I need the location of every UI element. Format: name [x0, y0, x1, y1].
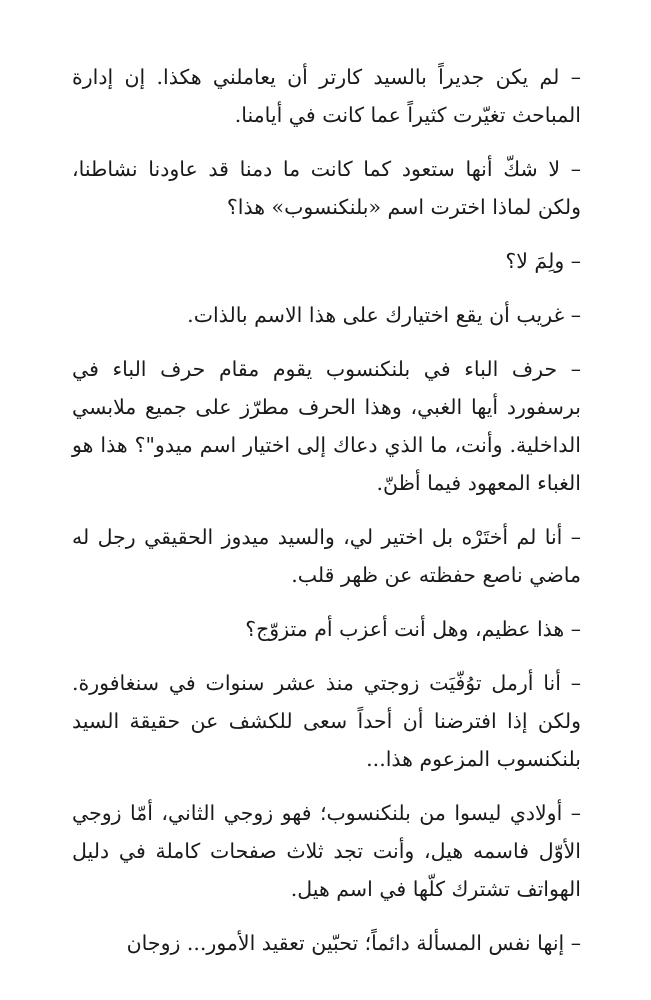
dialogue-paragraph: – حرف الباء في بلنكنسوب يقوم مقام حرف الباء في برسفورد أيها الغبي، وهذا الحرف مطرّز على جميع ملابسي الداخلية. وأنت، ما الذي دعاك إلى اختيار اسم ميدو"؟ هذا هو الغباء المعهود فيما أظنّ.	[72, 357, 581, 495]
dialogue-paragraph: – أنا أرمل توُفّيَت زوجتي منذ عشر سنوات في سنغافورة. ولكن إذا افترضنا أن أحداً سعى للكشف عن حقيقة السيد بلنكنسوب المزعوم هذا...	[72, 671, 581, 771]
dialogue-paragraph: – أنا لم أختَرْه بل اختير لي، والسيد ميدوز الحقيقي رجل له ماضي ناصع حفظته عن ظهر قلب.	[72, 525, 581, 587]
book-page	[72, 58, 581, 962]
dialogue-paragraph: – غريب أن يقع اختيارك على هذا الاسم بالذات.	[187, 303, 581, 327]
dialogue-paragraph: – إنها نفس المسألة دائماً؛ تحبّين تعقيد الأمور... زوجان	[126, 931, 581, 955]
dialogue-paragraph: – لم يكن جديراً بالسيد كارتر أن يعاملني هكذا. إن إدارة المباحث تغيّرت كثيراً عما كانت في أيامنا.	[72, 65, 581, 127]
dialogue-paragraph: – لا شكّ أنها ستعود كما كانت ما دمنا قد عاودنا نشاطنا، ولكن لماذا اخترت اسم «بلنكنسوب» هذا؟	[72, 157, 581, 219]
dialogue-paragraph: – أولادي ليسوا من بلنكنسوب؛ فهو زوجي الثاني، أمّا زوجي الأوّل فاسمه هيل، وأنت تجد ثلاث صفحات كاملة في دليل الهواتف تشترك كلّها في اسم هيل.	[72, 801, 581, 901]
dialogue-paragraph: – ولِمَ لا؟	[505, 249, 581, 273]
dialogue-paragraph: – هذا عظيم، وهل أنت أعزب أم متزوّج؟	[245, 617, 581, 641]
